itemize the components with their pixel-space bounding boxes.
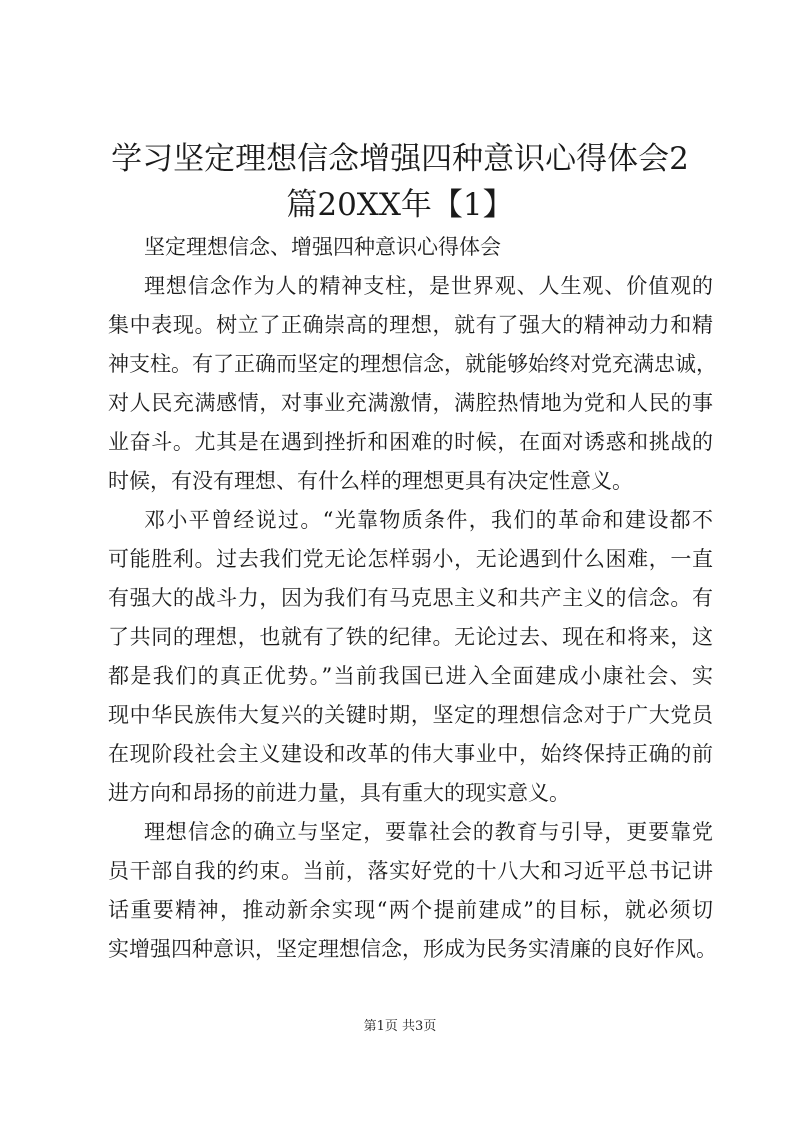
text-line: 了共同的理想，也就有了铁的纪律。无论过去、现在和将来，这 — [108, 625, 713, 649]
text-line: 在现阶段社会主义建设和改革的伟大事业中，始终保持正确的前 — [108, 742, 713, 766]
paragraph — [108, 267, 717, 501]
document-title-line-2: 篇20XX年【1】 — [286, 187, 514, 223]
text-line: 理想信念作为人的精神支柱，是世界观、人生观、价值观的 — [144, 274, 713, 298]
document-body — [108, 228, 717, 969]
document-title-line-1: 学习坚定理想信念增强四种意识心得体会2 — [111, 141, 689, 177]
text-line: 有强大的战斗力，因为我们有马克思主义和共产主义的信念。有 — [108, 586, 713, 610]
paragraph — [108, 501, 713, 813]
paragraph — [108, 813, 717, 969]
text-line: 话重要精神，推动新余实现“两个提前建成”的目标，就必须切 — [108, 898, 713, 922]
text-line: 可能胜利。过去我们党无论怎样弱小，无论遇到什么困难，一直 — [108, 547, 713, 571]
text-line: 都是我们的真正优势。”当前我国已进入全面建成小康社会、实 — [108, 664, 713, 688]
page-footer: 第1页 共3页 — [363, 1019, 437, 1034]
text-line: 神支柱。有了正确而坚定的理想信念，就能够始终对党充满忠诚， — [108, 352, 717, 376]
text-line: 邓小平曾经说过。“光靠物质条件，我们的革命和建设都不 — [144, 508, 713, 532]
text-line: 时候，有没有理想、有什么样的理想更具有决定性意义。 — [108, 469, 633, 493]
text-line: 业奋斗。尤其是在遇到挫折和困难的时候，在面对诱惑和挑战的 — [108, 430, 713, 454]
text-line: 进方向和昂扬的前进力量，具有重大的现实意义。 — [108, 781, 570, 805]
text-line: 集中表现。树立了正确崇高的理想，就有了强大的精神动力和精 — [108, 313, 713, 337]
text-line: 实增强四种意识，坚定理想信念，形成为民务实清廉的良好作风。 — [108, 937, 717, 961]
text-line: 员干部自我的约束。当前，落实好党的十八大和习近平总书记讲 — [108, 859, 713, 883]
text-line: 理想信念的确立与坚定，要靠社会的教育与引导，更要靠党 — [144, 820, 713, 844]
text-line: 对人民充满感情，对事业充满激情，满腔热情地为党和人民的事 — [108, 391, 713, 415]
text-line: 坚定理想信念、增强四种意识心得体会 — [144, 235, 501, 259]
text-line: 现中华民族伟大复兴的关键时期，坚定的理想信念对于广大党员 — [108, 703, 713, 727]
paragraph — [108, 228, 713, 267]
